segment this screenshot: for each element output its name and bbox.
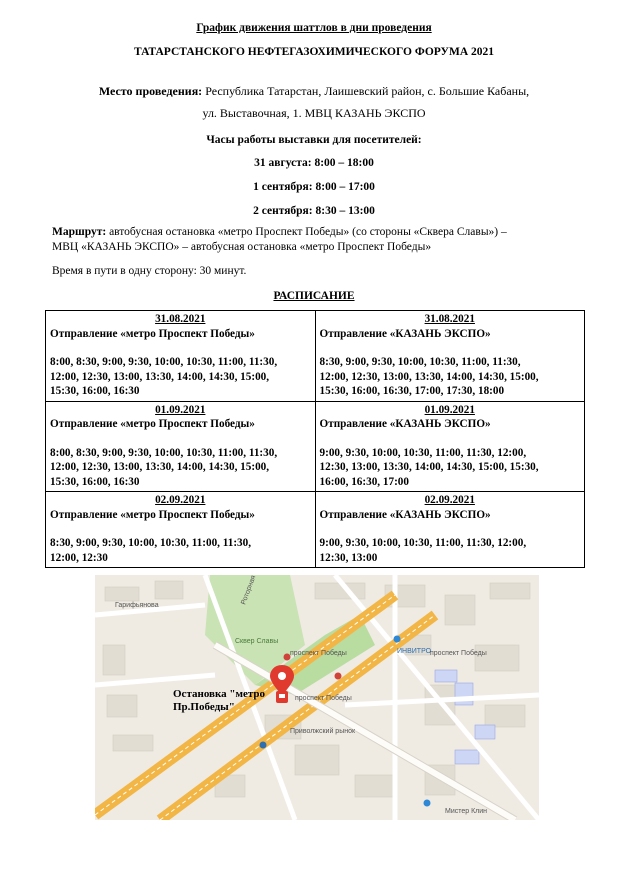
schedule-cell-left — [46, 401, 316, 492]
header-line-1: График движения шаттлов в дни проведения — [196, 22, 432, 34]
hours-day-1: 31 августа: 8:00 – 18:00 — [254, 157, 374, 169]
route-line-1 — [52, 226, 582, 238]
departure-times: 9:00, 9:30, 10:00, 10:30, 11:00, 11:30, 12:00, — [319, 537, 527, 549]
departure-times: 8:30, 9:00, 9:30, 10:00, 10:30, 11:00, 11:30, — [50, 537, 252, 549]
place-label: Приволжский рынок — [290, 728, 356, 735]
place-label: Сквер Славы — [235, 638, 279, 645]
street-label: проспект Победы — [430, 650, 487, 657]
place-label: ИНВИТРО — [397, 648, 432, 655]
hours-day-2: 1 сентября: 8:00 – 17:00 — [253, 181, 375, 193]
header-line-2: ТАТАРСТАНСКОГО НЕФТЕГАЗОХИМИЧЕСКОГО ФОРУМА 2021 — [134, 46, 494, 58]
schedule-cell-left — [46, 311, 316, 402]
departure-times: 12:00, 12:30 — [50, 551, 108, 564]
street-label: Роторная — [240, 575, 258, 606]
schedule-cell-left — [46, 492, 316, 568]
schedule-date: 01.09.2021 — [155, 403, 206, 416]
departure-times: 8:00, 8:30, 9:00, 9:30, 10:00, 10:30, 11:00, 11:30, — [50, 446, 278, 459]
schedule-table — [45, 310, 585, 568]
departure-times: 8:00, 8:30, 9:00, 9:30, 10:00, 10:30, 11:00, 11:30, — [50, 356, 278, 368]
location-map — [95, 575, 539, 820]
schedule-row — [46, 492, 585, 568]
departure-times: 8:30, 9:00, 9:30, 10:00, 10:30, 11:00, 11:30, — [319, 356, 521, 368]
hours-day-3: 2 сентября: 8:30 – 13:00 — [253, 205, 375, 217]
route-label: Маршрут: — [52, 226, 107, 238]
departure-times: 15:30, 16:00, 16:30, 17:00, 17:30, 18:00 — [319, 385, 505, 397]
route-text-1: автобусная остановка «метро Проспект Победы» (со стороны «Сквера Славы») – — [109, 226, 507, 238]
schedule-cell-right — [315, 311, 585, 402]
street-label: проспект Победы — [295, 695, 352, 702]
departure-times: 15:30, 16:00, 16:30 — [50, 475, 140, 488]
departure-point: Отправление «КАЗАНЬ ЭКСПО» — [319, 327, 491, 340]
schedule-date: 01.09.2021 — [424, 403, 475, 416]
travel-time: Время в пути в одну сторону: 30 минут. — [52, 265, 247, 277]
departure-point: Отправление «метро Проспект Победы» — [50, 508, 255, 521]
stop-label: Остановка "метро — [173, 688, 266, 700]
venue-line-1 — [40, 84, 588, 99]
schedule-date: 31.08.2021 — [424, 313, 475, 325]
departure-times: 15:30, 16:00, 16:30 — [50, 385, 140, 397]
hours-title: Часы работы выставки для посетителей: — [206, 134, 422, 146]
schedule-date: 02.09.2021 — [155, 494, 206, 506]
venue-address-2: ул. Выставочная, 1. МВЦ КАЗАНЬ ЭКСПО — [202, 106, 426, 120]
schedule-cell-right — [315, 401, 585, 492]
departure-times: 16:00, 16:30, 17:00 — [319, 475, 409, 488]
schedule-row — [46, 311, 585, 402]
map-image — [95, 575, 539, 820]
departure-point: Отправление «КАЗАНЬ ЭКСПО» — [319, 508, 491, 521]
route-text-2: МВЦ «КАЗАНЬ ЭКСПО» – автобусная остановка «метро Проспект Победы» — [52, 241, 432, 253]
departure-point: Отправление «КАЗАНЬ ЭКСПО» — [319, 418, 491, 430]
departure-point: Отправление «метро Проспект Победы» — [50, 418, 255, 430]
place-label: Мистер Клин — [445, 808, 488, 815]
street-label: Гарифьянова — [115, 602, 159, 609]
schedule-date: 02.09.2021 — [424, 494, 475, 506]
departure-times: 9:00, 9:30, 10:00, 10:30, 11:00, 11:30, 12:00, — [319, 446, 527, 459]
schedule-cell-right — [315, 492, 585, 568]
schedule-date: 31.08.2021 — [155, 313, 206, 325]
stop-label: Пр.Победы" — [173, 701, 235, 713]
departure-times: 12:00, 12:30, 13:00, 13:30, 14:00, 14:30, 15:00, — [50, 370, 270, 383]
schedule-row — [46, 401, 585, 492]
venue-label: Место проведения: — [98, 84, 203, 98]
departure-times: 12:00, 12:30, 13:00, 13:30, 14:00, 14:30, 15:00, — [50, 461, 270, 473]
street-label: проспект Победы — [290, 650, 347, 657]
departure-times: 12:00, 12:30, 13:00, 13:30, 14:00, 14:30, 15:00, — [319, 370, 539, 383]
schedule-title: РАСПИСАНИЕ — [273, 290, 355, 302]
departure-times: 12:30, 13:00, 13:30, 14:00, 14:30, 15:00, 15:30, — [319, 461, 539, 473]
departure-times: 12:30, 13:00 — [319, 551, 378, 564]
venue-address-1: Республика Татарстан, Лаишевский район, с. Большие Кабаны, — [205, 84, 530, 98]
departure-point: Отправление «метро Проспект Победы» — [50, 327, 255, 340]
